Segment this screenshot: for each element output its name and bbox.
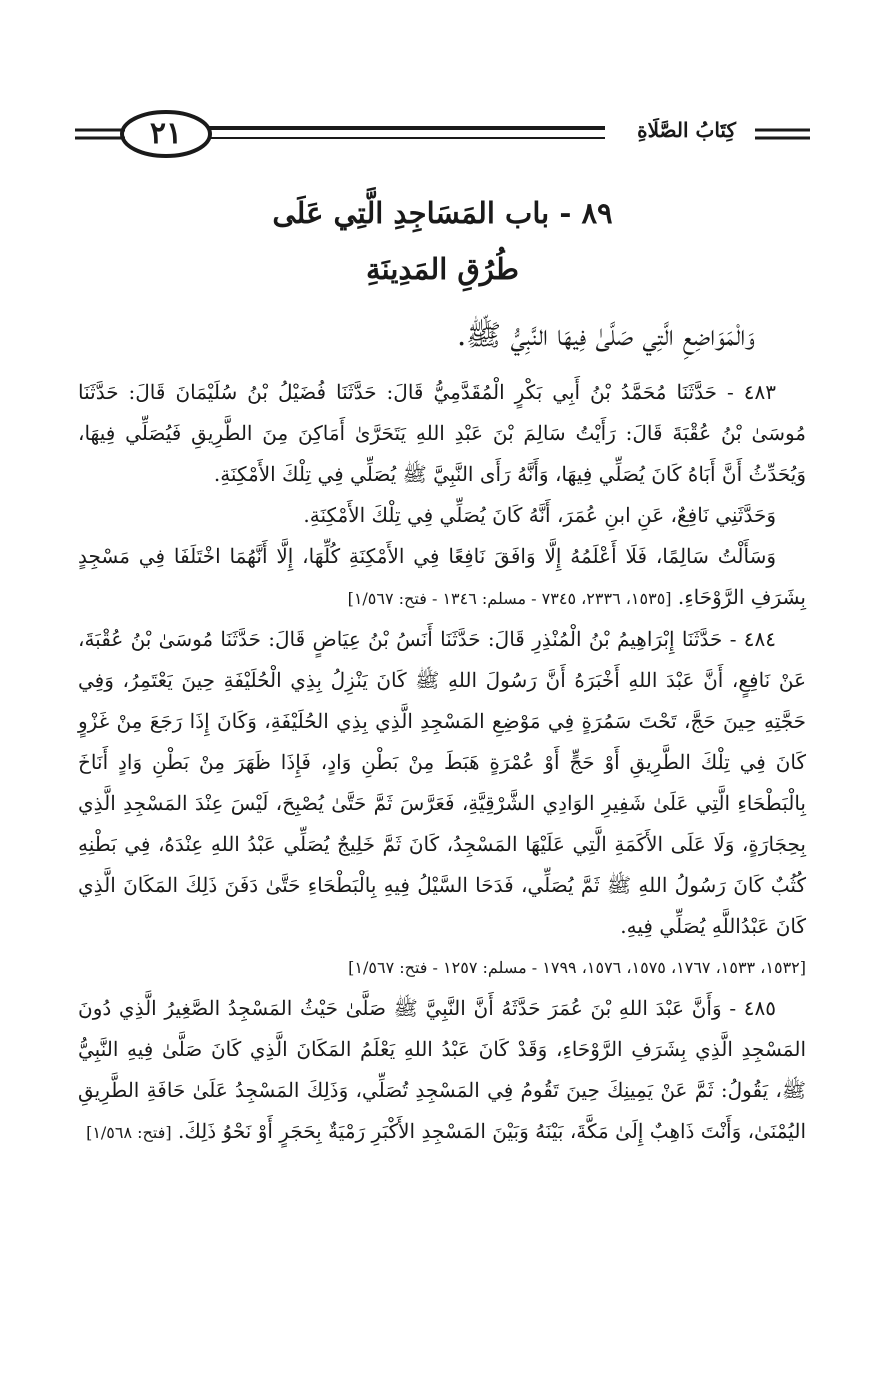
hadith-483-continuation-2 [78, 536, 806, 619]
hadith-483: ٤٨٣ - حَدَّثَنَا مُحَمَّدُ بْنُ أَبِي بَكْرٍ الْمُقَدَّمِيُّ قَالَ: حَدَّثَنَا فُضَيْلُ بْنُ سُلَيْمَانَ قَالَ: حَدَّثَنَا مُوسَىٰ بْنُ عُقْبَةَ قَالَ: رَأَيْتُ سَالِمَ بْنَ عَبْدِ اللهِ يَتَحَرَّىٰ أَمَاكِنَ مِنَ الطَّرِيقِ فَيُصَلِّي فِيهَا، وَيُحَدِّثُ أَنَّ أَبَاهُ كَانَ يُصَلِّي فِيهَا، وَأَنَّهُ رَأَى النَّبِيَّ ﷺ يُصَلِّي فِي تِلْكَ الأَمْكِنَةِ. [78, 380, 806, 486]
page-header [75, 108, 810, 162]
hadith-483-reference: [١٥٣٥، ٢٣٣٦، ٧٣٤٥ - مسلم: ١٣٤٦ - فتح: ١/٥٦٧] [347, 589, 672, 608]
hadith-485-reference: [فتح: ١/٥٦٨] [86, 1123, 172, 1142]
book-title: كِتَابُ الصَّلَاةِ [633, 118, 740, 142]
page-number: ٢١ [149, 116, 183, 151]
chapter-title-line-2: طُرُقِ المَدِينَةِ [366, 252, 519, 286]
hadith-485-text: ٤٨٥ - وَأَنَّ عَبْدَ اللهِ بْنَ عُمَرَ حَدَّثَهُ أَنَّ النَّبِيَّ ﷺ صَلَّىٰ حَيْثُ المَسْجِدُ الصَّغِيرُ الَّذِي دُونَ المَسْجِدِ الَّذِي بِشَرَفِ الرَّوْحَاءِ، وَقَدْ كَانَ عَبْدُ اللهِ يَعْلَمُ المَكَانَ الَّذِي كَانَ صَلَّىٰ فِيهِ النَّبِيُّ ﷺ، يَقُولُ: ثَمَّ عَنْ يَمِينِكَ حِينَ تَقُومُ فِي المَسْجِدِ تُصَلِّي، وَذَلِكَ المَسْجِدُ عَلَىٰ حَافَةِ الطَّرِيقِ اليُمْنَىٰ، وَأَنْتَ ذَاهِبٌ إِلَىٰ مَكَّةَ، بَيْنَهُ وَبَيْنَ المَسْجِدِ الأَكْبَرِ رَمْيَةٌ بِحَجَرٍ أَوْ نَحْوُ ذَلِكَ. [78, 996, 806, 1143]
hadith-483-continuation-2-text: وَسَأَلْتُ سَالِمًا، فَلَا أَعْلَمُهُ إِلَّا وَافَقَ نَافِعًا فِي الأَمْكِنَةِ كُلِّهَا، إِلَّا أَنَّهُمَا اخْتَلَفَا فِي مَسْجِدٍ بِشَرَفِ الرَّوْحَاءِ. [78, 544, 806, 609]
hadith-483-continuation-1: وَحَدَّثَنِي نَافِعٌ، عَنِ ابنِ عُمَرَ، أَنَّهُ كَانَ يُصَلِّي فِي تِلْكَ الأَمْكِنَةِ. [303, 503, 776, 527]
chapter-title-line-1: ٨٩ - باب المَسَاجِدِ الَّتِي عَلَى [272, 196, 613, 230]
hadith-484: ٤٨٤ - حَدَّثَنَا إِبْرَاهِيمُ بْنُ الْمُنْذِرِ قَالَ: حَدَّثَنَا أَنَسُ بْنُ عِيَاضٍ قَالَ: حَدَّثَنَا مُوسَىٰ بْنُ عُقْبَةَ، عَنْ نَافِعٍ، أَنَّ عَبْدَ اللهِ أَخْبَرَهُ أَنَّ رَسُولَ اللهِ ﷺ كَانَ يَنْزِلُ بِذِي الْحُلَيْفَةِ حِينَ يَعْتَمِرُ، وَفِي حَجَّتِهِ حِينَ حَجَّ، تَحْتَ سَمُرَةٍ فِي مَوْضِعِ المَسْجِدِ الَّذِي بِذِي الحُلَيْفَةِ، وَكَانَ إِذَا رَجَعَ مِنْ غَزْوٍ كَانَ فِي تِلْكَ الطَّرِيقِ أَوْ حَجٍّ أَوْ عُمْرَةٍ هَبَطَ مِنْ بَطْنِ وَادٍ، فَإِذَا ظَهَرَ مِنْ بَطْنِ وَادٍ أَنَاخَ بِالْبَطْحَاءِ الَّتِي عَلَىٰ شَفِيرِ الوَادِي الشَّرْقِيَّةِ، فَعَرَّسَ ثَمَّ حَتَّىٰ يُصْبِحَ، لَيْسَ عِنْدَ المَسْجِدِ الَّذِي بِحِجَارَةٍ، وَلَا عَلَى الأَكَمَةِ الَّتِي عَلَيْهَا المَسْجِدُ، كَانَ ثَمَّ خَلِيجٌ يُصَلِّي عَبْدُ اللهِ عِنْدَهُ، فِي بَطْنِهِ كُثُبٌ كَانَ رَسُولُ اللهِ ﷺ ثَمَّ يُصَلِّي، فَدَحَا السَّيْلُ فِيهِ بِالْبَطْحَاءِ حَتَّىٰ دَفَنَ ذَلِكَ المَكَانَ الَّذِي كَانَ عَبْدُاللَّهِ يُصَلِّي فِيهِ. [78, 627, 806, 938]
hadith-485 [78, 988, 806, 1153]
hadith-484-reference: [١٥٣٢، ١٥٣٣، ١٧٦٧، ١٥٧٥، ١٥٧٦، ١٧٩٩ - مسلم: ١٢٥٧ - فتح: ١/٥٦٧] [348, 958, 806, 977]
chapter-title-line-3: وَالْمَوَاضِعِ الَّتِي صَلَّىٰ فِيهَا النَّبِيُّ ﷺ. [456, 318, 755, 352]
hadith-text [78, 372, 806, 1153]
